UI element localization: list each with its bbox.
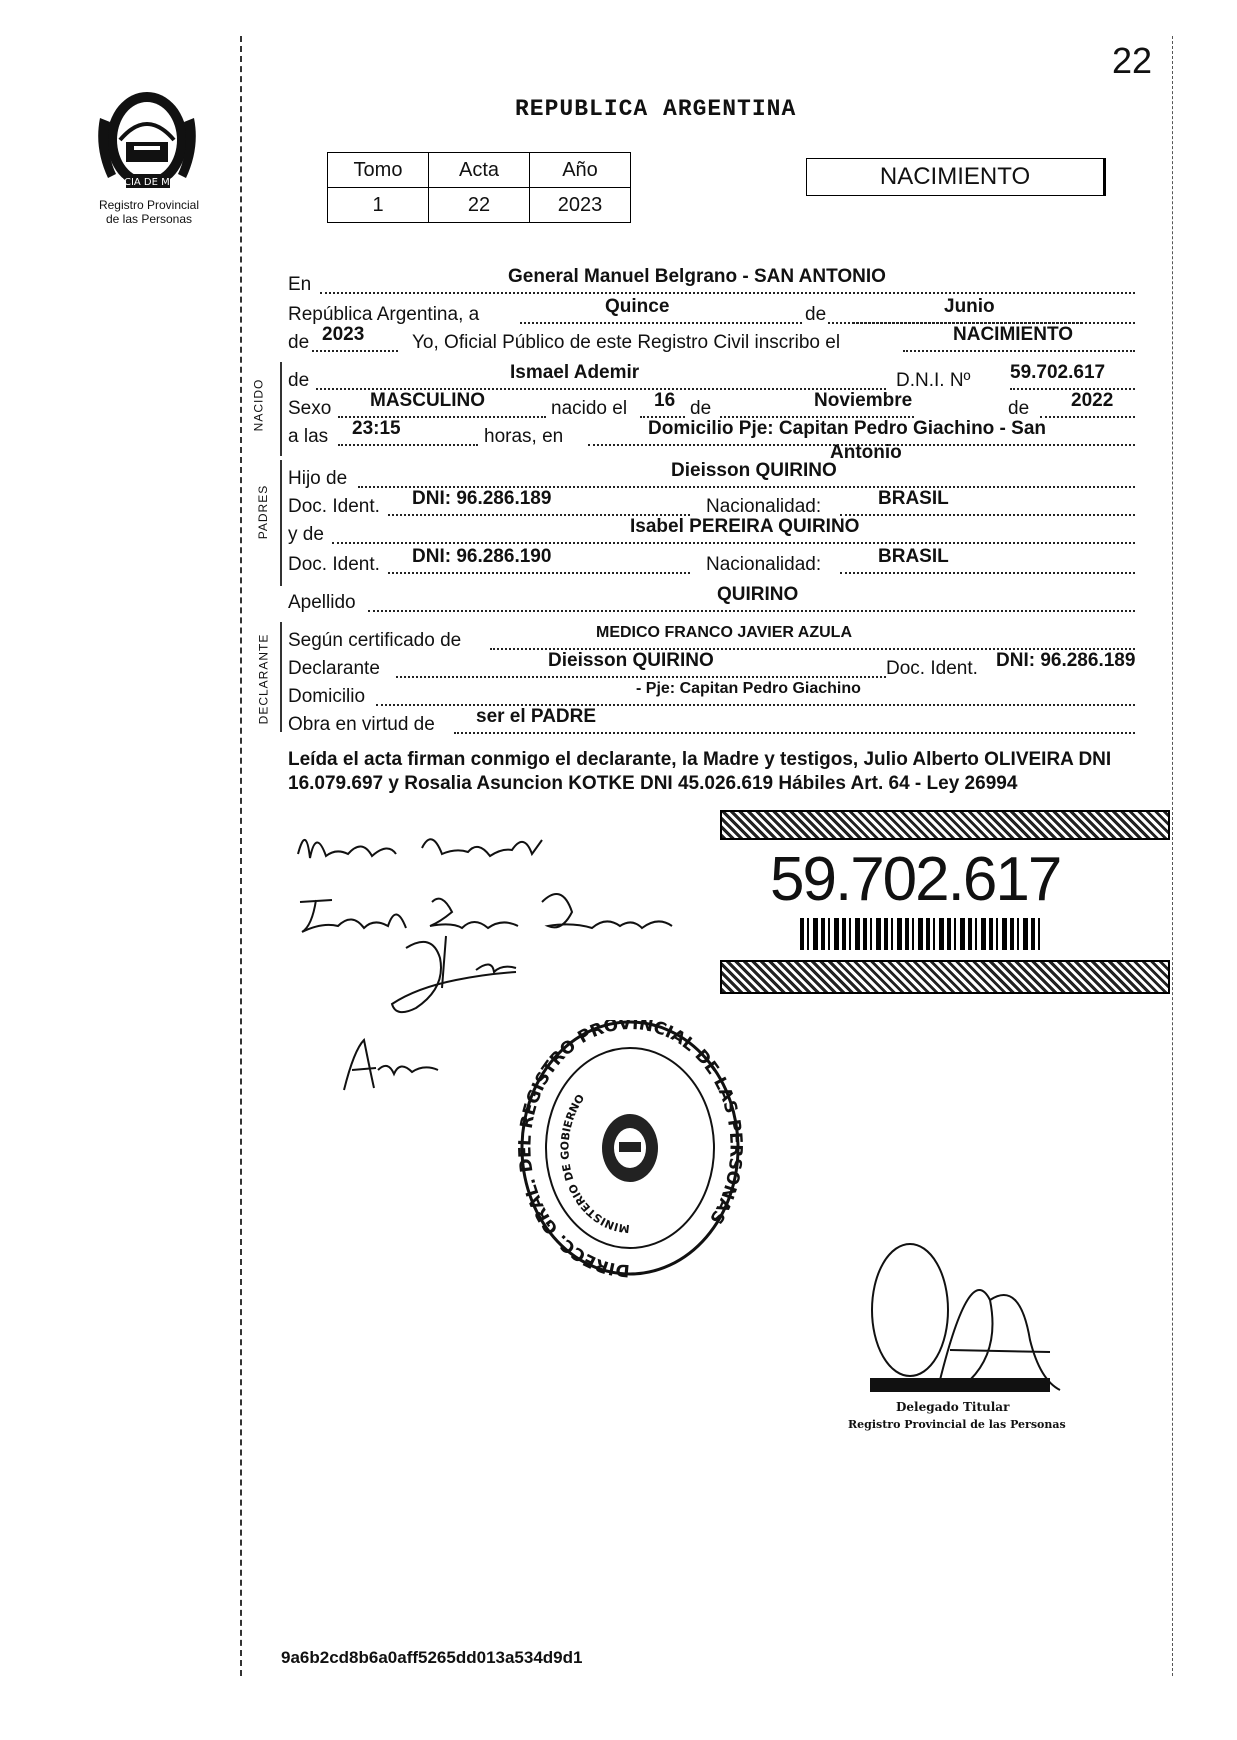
en-label: En	[288, 274, 312, 295]
declarante-bracket	[280, 622, 282, 732]
row-mother	[288, 516, 1152, 548]
dotted-line	[368, 610, 1135, 612]
stamp-number: 59.702.617	[770, 845, 1061, 914]
signature-testigo-1	[376, 928, 546, 1033]
mother-nat-value: BRASIL	[878, 546, 949, 567]
mother-nat-label: Nacionalidad:	[706, 554, 822, 575]
nacido-de-label: de	[288, 370, 310, 391]
row-horas	[288, 418, 1152, 463]
padres-bracket	[280, 460, 282, 586]
decl-doc-value: DNI: 96.286.189	[996, 650, 1136, 671]
record-value-acta: 22	[429, 188, 530, 223]
province-seal-logo	[90, 78, 205, 201]
birth-year-value: 2022	[1071, 390, 1114, 411]
record-header-acta: Acta	[429, 153, 530, 188]
dni-label: D.N.I. Nº	[896, 370, 971, 391]
barcode	[800, 918, 1044, 950]
mother-doc-label: Doc. Ident.	[288, 554, 380, 575]
security-band-bottom	[720, 960, 1170, 994]
en-value: General Manuel Belgrano - SAN ANTONIO	[508, 266, 886, 287]
republica-label: República Argentina, a	[288, 304, 480, 325]
registry-seal	[515, 1020, 745, 1285]
time-value: 23:15	[352, 418, 401, 439]
padres-side-label: PADRES	[256, 484, 271, 540]
decl-label: Declarante	[288, 658, 380, 679]
mother-name-value: Isabel PEREIRA QUIRINO	[630, 516, 860, 537]
dotted-line	[840, 514, 1135, 516]
sexo-value: MASCULINO	[370, 390, 486, 411]
dotted-line	[320, 292, 1135, 294]
left-margin-line	[240, 36, 242, 1676]
oficial-text: Yo, Oficial Público de este Registro Civil inscribo el	[412, 332, 841, 353]
obra-value: ser el PADRE	[476, 706, 597, 727]
document-title: REPUBLICA ARGENTINA	[515, 96, 797, 122]
record-type-box: NACIMIENTO	[806, 158, 1104, 196]
row-obra	[288, 706, 1152, 738]
child-name-value: Ismael Ademir	[510, 362, 640, 383]
dotted-line	[388, 572, 690, 574]
record-value-tomo: 1	[328, 188, 429, 223]
decl-doc-label: Doc. Ident.	[886, 658, 978, 679]
security-band-top	[720, 810, 1170, 840]
declarante-side-label: DECLARANTE	[256, 633, 271, 725]
nacido-side-label: NACIDO	[251, 378, 266, 432]
nacido-el-label: nacido el	[551, 398, 628, 419]
row-apellido	[288, 584, 1152, 616]
record-value-anio: 2023	[530, 188, 631, 223]
page-number: 22	[1112, 40, 1153, 81]
inscribe-value: NACIMIENTO	[953, 324, 1073, 345]
place-value: Domicilio Pje: Capitan Pedro Giachino - San	[648, 418, 1047, 439]
dotted-line	[903, 350, 1135, 352]
month-value: Junio	[944, 296, 995, 317]
apellido-value: QUIRINO	[717, 584, 799, 605]
child-dni-value: 59.702.617	[1010, 362, 1106, 383]
father-doc-label: Doc. Ident.	[288, 496, 380, 517]
row-mother-doc	[288, 546, 1152, 578]
dotted-line	[840, 572, 1135, 574]
alas-label: a las	[288, 426, 329, 447]
logo-text: PROVINCIA DE MISIONES	[90, 177, 205, 188]
official-signature	[850, 1240, 1080, 1405]
nacido-bracket	[280, 362, 282, 456]
birth-day-value: 16	[654, 390, 676, 411]
father-name-value: Dieisson QUIRINO	[671, 460, 837, 481]
dotted-line	[396, 676, 886, 678]
birth-de2-label: de	[1008, 398, 1030, 419]
dom-value: - Pje: Capitan Pedro Giachino	[636, 680, 861, 697]
day-value: Quince	[605, 296, 670, 317]
dotted-line	[338, 444, 478, 446]
official-office: Registro Provincial de las Personas	[848, 1418, 1066, 1431]
record-header-tomo: Tomo	[328, 153, 429, 188]
logo-caption-line1: Registro Provincial	[98, 198, 200, 212]
document-hash: 9a6b2cd8b6a0aff5265dd013a534d9d1	[281, 1648, 583, 1667]
year-value: 2023	[322, 324, 365, 345]
right-margin-line	[1172, 36, 1173, 1676]
horas-label: horas, en	[484, 426, 564, 447]
signature-testigo-2	[334, 1030, 454, 1105]
mother-doc-value: DNI: 96.286.190	[412, 546, 552, 567]
seal-outer-text: DIRECC. GRAL. DEL REGISTRO PROVINCIAL DE LAS PERSONAS	[515, 1020, 745, 1280]
record-header-anio: Año	[530, 153, 631, 188]
de-year-label: de	[288, 332, 310, 353]
cert-label: Según certificado de	[288, 630, 462, 651]
father-nat-value: BRASIL	[878, 488, 949, 509]
father-doc-value: DNI: 96.286.189	[412, 488, 552, 509]
birth-de-label: de	[690, 398, 712, 419]
record-table	[327, 152, 631, 223]
birth-month-value: Noviembre	[814, 390, 913, 411]
dotted-line	[312, 350, 398, 352]
cert-value: MEDICO FRANCO JAVIER AZULA	[596, 624, 852, 641]
logo-caption	[74, 198, 224, 226]
official-title: Delegado Titular	[896, 1400, 1010, 1414]
decl-value: Dieisson QUIRINO	[548, 650, 714, 671]
sexo-label: Sexo	[288, 398, 332, 419]
apellido-label: Apellido	[288, 592, 356, 613]
obra-label: Obra en virtud de	[288, 714, 435, 735]
row-en	[288, 266, 1152, 298]
hijo-label: Hijo de	[288, 468, 348, 489]
dotted-line	[1040, 416, 1135, 418]
row-domicilio	[288, 680, 1152, 710]
de-label: de	[805, 304, 827, 325]
reading-paragraph: Leída el acta firman conmigo el declarante, la Madre y testigos, Julio Alberto OLIVEIRA DNI 16.079.697 y Rosalia Asuncion KOTKE DNI 45.026.619 Hábiles Art. 64 - Ley 26994	[288, 749, 1112, 794]
dotted-line	[332, 542, 1135, 544]
signature-declarante	[292, 818, 562, 883]
place-value-2: Antonio	[830, 442, 902, 463]
row-declarante	[288, 650, 1152, 682]
logo-caption-line2: de las Personas	[105, 212, 193, 226]
yde-label: y de	[288, 524, 324, 545]
row-oficial	[288, 324, 1152, 356]
father-nat-label: Nacionalidad:	[706, 496, 822, 517]
seal-inner-text: MINISTERIO DE GOBIERNO	[558, 1091, 631, 1236]
dom-label: Domicilio	[288, 686, 366, 707]
dotted-line	[454, 732, 1135, 734]
